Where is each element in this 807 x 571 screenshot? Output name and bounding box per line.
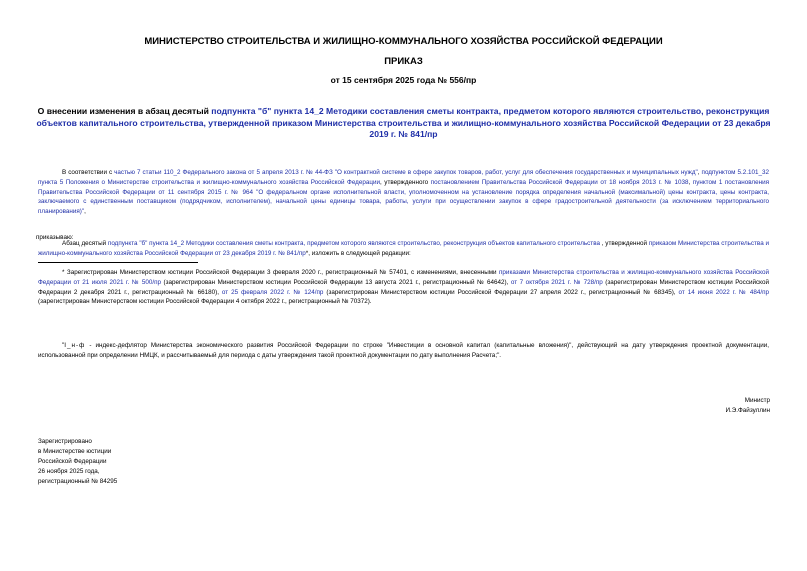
order-verb: приказываю: [36, 234, 74, 241]
methodology-link[interactable]: подпункта "б" пункта 14_2 Методики составления сметы контракта, предметом которого являются строительство, реконструкция объектов капитального строительства [107, 240, 600, 247]
title-text: О внесении изменения в абзац десятый [37, 106, 212, 116]
ministry-regulation-link[interactable]: подпунктом 5.2.101_32 пункта 5 Положения о Министерстве строительства и жилищно-коммунального хозяйства Российской Федерации [38, 169, 770, 186]
signer-name: И.Э.Файзуллин [725, 407, 770, 414]
footnote-text: (зарегистрирован Министерством юстиции Российской Федерации 27 апреля 2022 г., регистрационный № 68345), [323, 288, 679, 296]
preamble-text: , утвержденного [380, 178, 431, 186]
registration-line: Российской Федерации [38, 458, 107, 465]
amendment-paragraph [38, 239, 769, 259]
amendment-text: *, изложить в следующей редакции: [305, 249, 411, 257]
amendment-text: Абзац десятый [62, 240, 108, 247]
opening-quote: " [62, 342, 65, 349]
preamble-text: , [688, 178, 693, 186]
footnote-text: (зарегистрирован Министерством юстиции Российской Федерации 4 октября 2022 г., регистрационный № 70372). [38, 298, 372, 306]
amendment-text: , утвержденной [599, 240, 649, 247]
order-484-link[interactable]: от 14 июня 2022 г. № 484/пр [678, 288, 769, 296]
registration-block [38, 437, 117, 487]
order-500-link[interactable]: приказами Министерства строительства и жилищно-коммунального хозяйства Российской Федерации от 21 июля 2021 г. № 500/пр [38, 269, 769, 286]
footnote-text: (зарегистрирован Министерством юстиции Российской Федерации 2 декабря 2021 г., регистрационный № 66180), [38, 278, 769, 296]
signature-block [725, 396, 770, 416]
footnote-text: * Зарегистрирован Министерством юстиции Российской Федерации 3 февраля 2020 г., регистрационный № 57401, с изменениями, внесенными [62, 269, 500, 276]
deflator-formula: I_н-ф [64, 342, 86, 349]
law-44fz-link[interactable]: частью 7 статьи 110_2 Федерального закона от 5 апреля 2013 г. № 44-ФЗ "О контрактной системе в сфере закупок товаров, работ, услуг для обеспечения государственных и муниципальных нужд" [114, 169, 698, 176]
registration-line: в Министерстве юстиции [38, 448, 112, 455]
preamble-text: , [84, 208, 86, 216]
preamble-paragraph [38, 168, 769, 217]
title-link[interactable]: подпункта "б" пункта 14_2 Методики составления сметы контракта, предметом которого являются строительство, реконструкция объектов капитального строительства, утвержденной приказом Министерства строительства и жилищно-коммунального хозяйства Российской Федерации от 23 декабря 2019 г. № 841/пр [36, 106, 771, 139]
preamble-text: В соответствии с [62, 169, 115, 176]
signer-position: Министр [744, 397, 770, 404]
registration-date: 26 ноября 2025 года, [38, 468, 100, 475]
order-728-link[interactable]: от 7 октября 2021 г. № 728/пр [510, 278, 603, 286]
order-124-link[interactable]: от 25 февраля 2022 г. № 124/пр [221, 288, 324, 296]
new-wording-text: - индекс-дефлятор Министерства экономического развития Российской Федерации по строке "Инвестиции в основной капитал (капитальные вложения)", действующий на дату утверждения проектной документации, использованной при определении НМЦК, и рассчитываемый для периода с даты утверждения такой проектной документации по дату выполнения Расчета;". [38, 342, 769, 359]
order-date-number: от 15 сентября 2025 года № 556/пр [330, 75, 477, 85]
order-841-link[interactable]: приказом Министерства строительства и жилищно-коммунального хозяйства Российской Федерации от 23 декабря 2019 г. № 841/пр [38, 240, 770, 257]
order-title [36, 106, 771, 141]
registration-line: Зарегистрировано [38, 438, 92, 445]
footnote-divider [38, 262, 198, 263]
footnote-text: (зарегистрирован Министерством юстиции Российской Федерации 13 августа 2021 г., регистрационный № 64642), [161, 278, 511, 286]
registration-number: регистрационный № 84295 [38, 478, 118, 485]
document-type: ПРИКАЗ [384, 56, 423, 67]
footnote [38, 268, 769, 307]
ministry-heading: МИНИСТЕРСТВО СТРОИТЕЛЬСТВА И ЖИЛИЩНО-КОММУНАЛЬНОГО ХОЗЯЙСТВА РОССИЙСКОЙ ФЕДЕРАЦИИ [144, 36, 663, 47]
resolution-1038-link[interactable]: постановлением Правительства Российской Федерации от 18 ноября 2013 г. № 1038 [430, 178, 689, 186]
new-wording-paragraph [38, 341, 769, 361]
preamble-text: , [697, 169, 702, 176]
resolution-964-link[interactable]: пунктом 1 постановления Правительства Российской Федерации от 11 сентября 2015 г. № 964 "О федеральном органе исполнительной власти, уполномоченном на установление порядка определения начальной (максимальной) цены контракта, цены контракта, заключаемого с единственным поставщиком (подрядчиком, исполнителем), начальной цены единицы товара, работы, услуги при осуществлении закупок в сфере градостроительной деятельности (за исключением территориального планирования)" [38, 178, 769, 216]
